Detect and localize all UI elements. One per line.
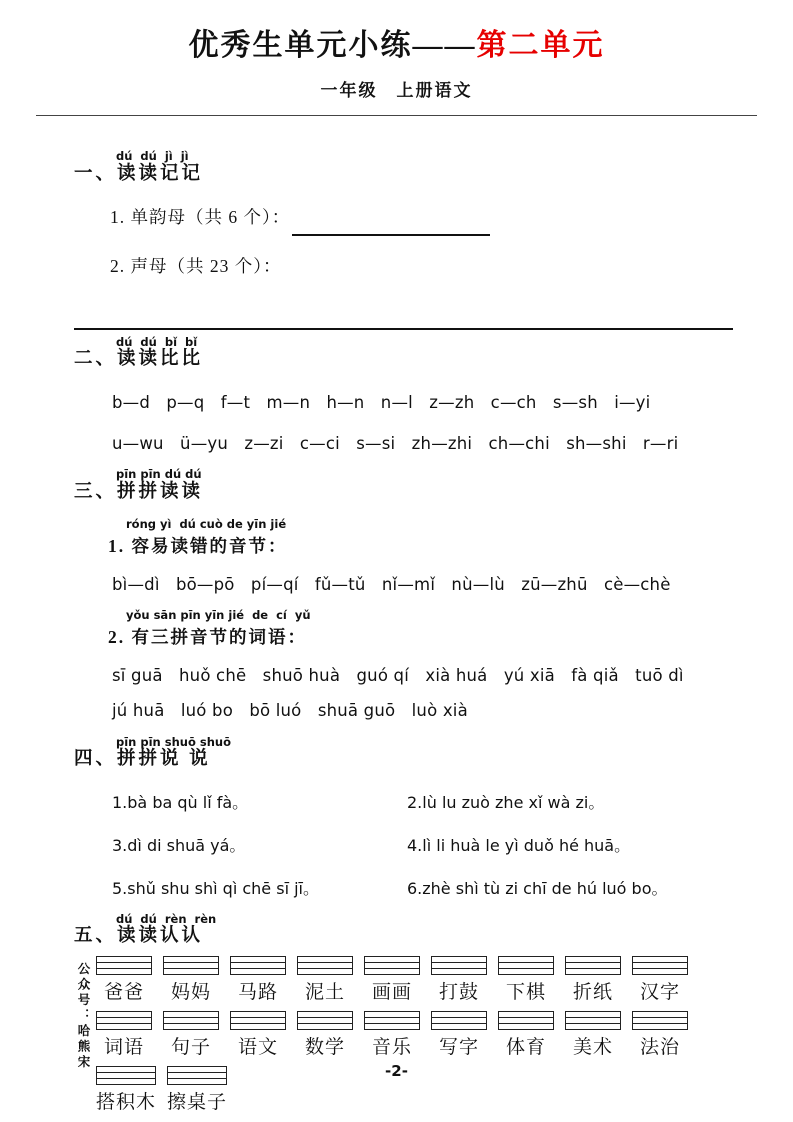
word-rows <box>96 956 688 1114</box>
word-label: 体育 <box>505 1037 546 1059</box>
word-card <box>632 956 688 1004</box>
word-card <box>163 956 219 1004</box>
word-card <box>364 956 420 1004</box>
word-card <box>431 956 487 1004</box>
pinyin-grid <box>163 956 219 975</box>
word-cards-area <box>74 956 735 1114</box>
pinyin-grid <box>632 956 688 975</box>
word-label: 擦桌子 <box>167 1092 228 1114</box>
word-card <box>297 1011 353 1059</box>
item-single-vowels <box>110 204 735 229</box>
pinyin-grid <box>230 956 286 975</box>
word-label: 词语 <box>103 1037 144 1059</box>
pinyin-grid <box>498 956 554 975</box>
word-label: 爸爸 <box>103 982 144 1004</box>
pinyin-grid <box>230 1011 286 1030</box>
word-label: 折纸 <box>572 982 613 1004</box>
sentence-6: 6.zhè shì tù zi chī de hú luó bo。 <box>407 878 668 898</box>
pinyin-grid <box>297 1011 353 1030</box>
worksheet-content <box>40 116 753 1114</box>
title-text: 优秀生单元小练—— <box>188 29 477 62</box>
pinyin-grid <box>565 956 621 975</box>
pinyin-grid <box>565 1011 621 1030</box>
page-title <box>40 20 753 64</box>
section1-pinyin: dú dú jì jì <box>116 149 189 163</box>
section-read-compare <box>74 336 735 455</box>
section2-heading: 二、读读比比 <box>74 349 204 370</box>
section-spell-say <box>74 736 735 899</box>
pinyin-grid <box>498 1011 554 1030</box>
item-single-vowels-label: 1. 单韵母（共 6 个）： <box>110 206 291 227</box>
sub1-syllables: bì—dì bō—pō pí—qí fǔ—tǔ nǐ—mǐ nù—lù zū—zhū cè—chè <box>112 574 671 594</box>
word-label: 美术 <box>572 1037 613 1059</box>
sub2-words-line-1: sī guā huǒ chē shuō huà guó qí xià huá yú xiā fà qiǎ tuō dì <box>112 665 684 685</box>
sentence-4: 4.lì li huà le yì duǒ hé huā。 <box>407 835 631 855</box>
item-initials-label: 2. 声母（共 23 个）： <box>110 255 282 276</box>
word-label: 数学 <box>304 1037 345 1059</box>
sub2-label: 2. 有三拼音节的词语： <box>108 626 307 647</box>
sentence-1: 1.bà ba qù lǐ fà。 <box>112 792 249 812</box>
pinyin-grid <box>364 1011 420 1030</box>
word-label: 音乐 <box>371 1037 412 1059</box>
section3-heading: 三、拼拼读读 <box>74 482 204 503</box>
section4-heading: 四、拼拼说 说 <box>74 749 211 770</box>
section5-pinyin: dú dú rèn rèn <box>116 911 217 926</box>
pinyin-grid <box>364 956 420 975</box>
word-card <box>431 1011 487 1059</box>
section-read-remember <box>74 150 735 330</box>
word-card <box>565 1011 621 1059</box>
title-unit-highlight: 第二单元 <box>476 29 605 62</box>
word-card <box>364 1011 420 1059</box>
word-card <box>498 956 554 1004</box>
word-label: 写字 <box>438 1037 479 1059</box>
item-initials <box>110 253 735 278</box>
word-label: 搭积木 <box>96 1092 157 1114</box>
sentence-3: 3.dì di shuā yá。 <box>112 835 246 855</box>
word-label: 妈妈 <box>170 982 211 1004</box>
pinyin-grid <box>431 1011 487 1030</box>
word-card <box>498 1011 554 1059</box>
word-label: 马路 <box>237 982 278 1004</box>
word-card <box>163 1011 219 1059</box>
pinyin-grid <box>297 956 353 975</box>
pinyin-grid <box>96 956 152 975</box>
section-spell-read <box>74 468 735 721</box>
word-label: 语文 <box>237 1037 278 1059</box>
word-card <box>230 956 286 1004</box>
pinyin-grid <box>431 956 487 975</box>
page-number: -2- <box>385 1062 408 1080</box>
word-label: 泥土 <box>304 982 345 1004</box>
sub1-label: 1. 容易读错的音节： <box>108 535 288 556</box>
word-card <box>565 956 621 1004</box>
word-label: 汉字 <box>639 982 680 1004</box>
pinyin-grid <box>96 1011 152 1030</box>
section5-heading: 五、读读认认 <box>74 926 204 947</box>
word-label: 句子 <box>170 1037 211 1059</box>
word-card <box>230 1011 286 1059</box>
word-label: 打鼓 <box>438 982 479 1004</box>
section1-heading: 一、读读记记 <box>74 163 204 184</box>
sub2-pinyin: yǒu sān pīn yīn jié de cí yǔ <box>126 608 311 623</box>
pinyin-grid <box>632 1011 688 1030</box>
sentence-2: 2.lù lu zuò zhe xǐ wà zi。 <box>407 792 605 812</box>
sentence-5: 5.shǔ shu shì qì chē sī jī。 <box>112 878 319 898</box>
section3-pinyin: pīn pīn dú dú <box>116 467 202 482</box>
subtitle: 一年级 上册语文 <box>320 81 473 100</box>
word-label: 画画 <box>371 982 412 1004</box>
word-label: 法治 <box>639 1037 680 1059</box>
word-card <box>96 956 152 1004</box>
word-card <box>96 1011 152 1059</box>
answer-blank-short <box>292 234 490 236</box>
section2-pinyin: dú dú bǐ bǐ <box>116 334 198 349</box>
answer-blank-long <box>74 292 733 330</box>
word-row-2 <box>96 1011 688 1059</box>
sentence-grid <box>112 790 735 899</box>
section4-pinyin: pīn pīn shuō shuō <box>116 734 231 749</box>
sub1-pinyin: róng yì dú cuò de yīn jié <box>126 517 287 532</box>
word-card <box>632 1011 688 1059</box>
word-card <box>297 956 353 1004</box>
compare-line-2: u—wu ü—yu z—zi c—ci s—si zh—zhi ch—chi sh—shi r—ri <box>112 433 679 453</box>
sub2-words-line-2: jú huā luó bo bō luó shuā guō luò xià <box>112 701 468 721</box>
word-row-1 <box>96 956 688 1004</box>
watermark-vertical: 公众号：哈熊宋 <box>76 962 90 1071</box>
pinyin-grid <box>163 1011 219 1030</box>
section-read-recognize <box>74 913 735 1115</box>
word-label: 下棋 <box>505 982 546 1004</box>
compare-line-1: b—d p—q f—t m—n h—n n—l z—zh c—ch s—sh i—yi <box>112 392 651 412</box>
